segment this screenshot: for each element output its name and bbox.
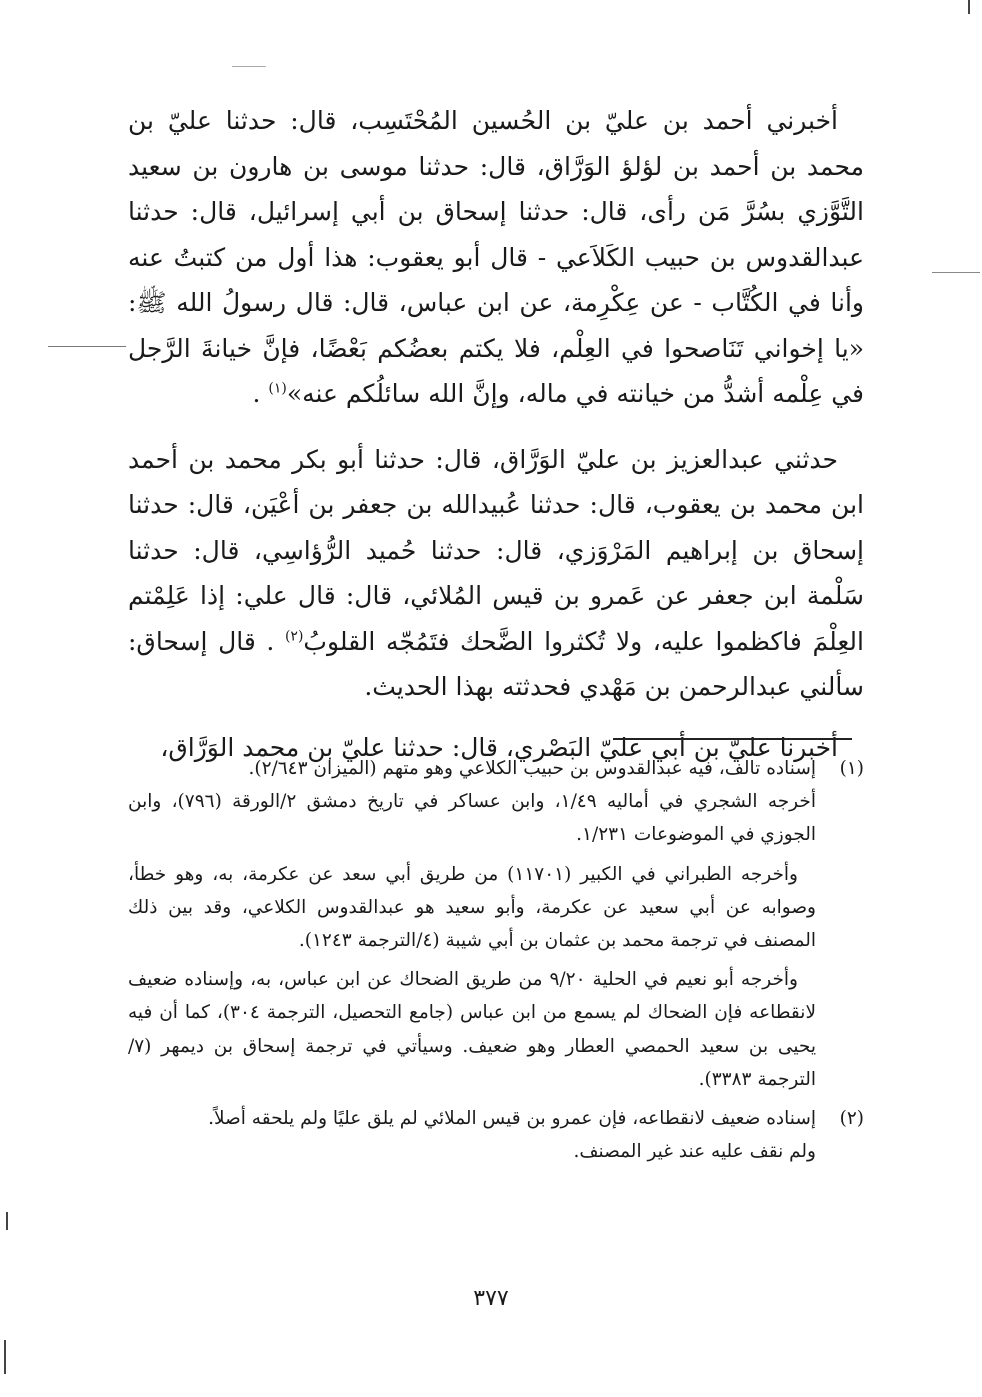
footnote-line: وأخرجه الطبراني في الكبير (١١٧٠١) من طريق أبي سعد عن عكرمة، به، وهو خطأ، وصوابه عن أبي سعيد عن عكرمة، وأبو سعيد هو عبدالقدوس الكلاعي، وقد بين ذلك المصنف في ترجمة محمد بن عثمان بن أبي شيبة (٤/الترجمة ١٢٤٣). [128,863,816,952]
footnote-line: إسناده تالف، فيه عبدالقدوس بن حبيب الكلاعي وهو متهم (الميزان ٢/٦٤٣). [248,758,816,779]
scan-edge-mark [968,0,970,14]
paragraph [128,98,864,417]
main-text [128,98,864,770]
footnote-line: إسناده ضعيف لانقطاعه، فإن عمرو بن قيس الملائي لم يلق عليًا ولم يلحقه أصلاً. [208,1108,816,1130]
footnote-line: أخرجه الشجري في أماليه ١/٤٩، وابن عساكر في تاريخ دمشق ٢/الورقة (٧٩٦)، وابن الجوزي في الموضوعات ١/٢٣١. [128,791,816,846]
footnote-ref: (٢) [284,628,304,645]
footnote-number: (٢) [839,1108,864,1130]
paragraph-text: أخبرنا عليّ بن أبي عليّ البَصْري، قال: حدثنا عليّ بن محمد الوَرَّاق، [160,732,838,762]
footnote-line: وأخرجه أبو نعيم في الحلية ٩/٢٠ من طريق الضحاك عن ابن عباس، به، وإسناده ضعيف لانقطاعه فإن الضحاك لم يسمع من ابن عباس (جامع التحصيل، الترجمة ٣٠٤)، كما أن فيه يحيى بن سعيد الحمصي العطار وهو ضعيف. وسيأتي في ترجمة إسحاق بن ديمهر (٧/الترجمة ٣٣٨٣). [128,969,816,1090]
footnote [128,752,864,1096]
scan-edge-mark [232,66,266,67]
paragraph-tail: . قال إسحاق: سألني عبدالرحمن بن مَهْدي فحدثته بهذا الحديث. [128,626,864,701]
scan-edge-mark [6,1212,8,1230]
scan-edge-mark [4,1340,6,1374]
scan-edge-mark [48,346,126,347]
page-number: ٣٧٧ [473,1286,509,1311]
paragraph [128,437,864,710]
paragraph-text: حدثني عبدالعزيز بن عليّ الوَرَّاق، قال: حدثنا أبو بكر محمد بن أحمد ابن محمد بن يعقوب، قال: حدثنا عُبيدالله بن جعفر بن أعْيَن، قال: حدثنا إسحاق بن إبراهيم المَرْوَزي، قال: حدثنا حُميد الرُّؤاسِي، قال: حدثنا سَلْمة ابن جعفر عن عَمرو بن قيس المُلائي، قال: قال علي: إذا عَلِمْتم العِلْمَ فاكظموا عليه، ولا تُكثروا الضَّحك فتَمُجّه القلوبُ [128,444,864,656]
paragraph-tail: . [252,379,269,408]
scan-edge-mark [932,272,980,273]
footnote-separator [613,738,852,740]
footnotes [128,752,864,1168]
footnote [128,1102,864,1168]
footnote-line: ولم نقف عليه عند غير المصنف. [573,1141,816,1163]
footnote-ref: (١) [268,380,287,397]
paragraph-text: أخبرني أحمد بن عليّ بن الحُسين المُحْتَسِب، قال: حدثنا عليّ بن محمد بن أحمد بن لؤلؤ الوَرَّاق، قال: حدثنا موسى بن هارون بن سعيد التَّوَّزي بسُرَّ مَن رأى، قال: حدثنا إسحاق بن أبي إسرائيل، قال: حدثنا عبدالقدوس بن حبيب الكَلاَعي - قال أبو يعقوب: هذا أول من كتبتُ عنه وأنا في الكُتَّاب - عن عِكْرِمة، عن ابن عباس، قال: قال رسولُ الله ﷺ: «يا إخواني تَنَاصحوا في العِلْم، فلا يكتم بعضُكم بَعْضًا، فإنَّ خيانةَ الرَّجل في عِلْمه أشدُّ من خيانته في ماله، وإنَّ الله سائلُكم عنه» [128,106,864,408]
footnote-number: (١) [839,758,864,779]
